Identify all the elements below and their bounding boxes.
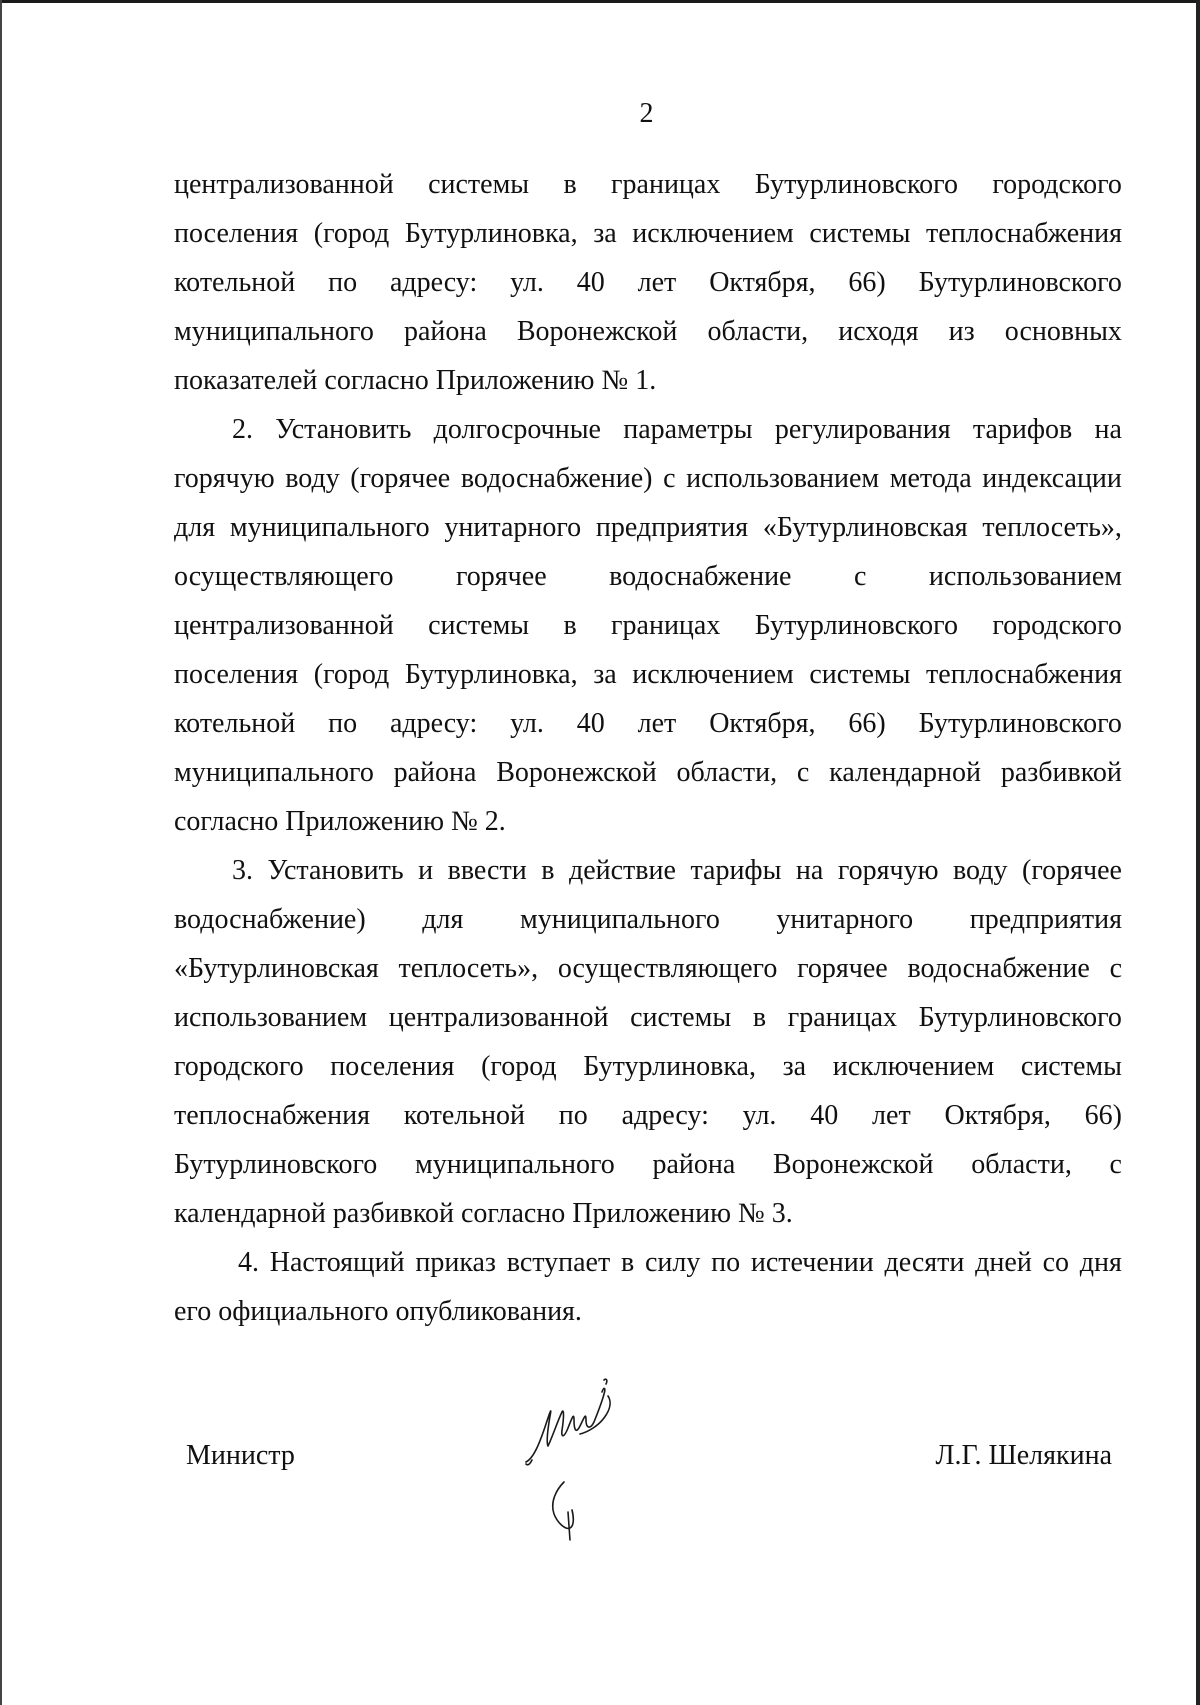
word: предприятия bbox=[969, 904, 1122, 935]
word: из bbox=[948, 316, 975, 347]
text-line bbox=[174, 160, 1122, 209]
text-line bbox=[174, 405, 1122, 454]
word: Октября, bbox=[709, 267, 816, 298]
word: со bbox=[1042, 1247, 1070, 1278]
word: унитарного bbox=[444, 512, 582, 543]
word: метода bbox=[889, 463, 972, 494]
word: для bbox=[422, 904, 464, 935]
word: исключением bbox=[632, 659, 794, 690]
word: 40 bbox=[810, 1100, 839, 1131]
word: городского bbox=[992, 169, 1122, 200]
word: 66) bbox=[848, 708, 886, 739]
word: Бутурлиновского bbox=[918, 708, 1122, 739]
text-line bbox=[174, 307, 1122, 356]
word: индексации bbox=[982, 463, 1122, 494]
word: Установить bbox=[275, 414, 412, 445]
word: в bbox=[752, 1002, 767, 1033]
word: лет bbox=[637, 708, 677, 739]
word: ул. bbox=[742, 1100, 777, 1131]
word: муниципального bbox=[414, 1149, 615, 1180]
signatory-title: Министр bbox=[186, 1440, 295, 1471]
word: (горячее bbox=[350, 463, 451, 494]
word: границах bbox=[611, 169, 721, 200]
word: использованием bbox=[686, 463, 880, 494]
text-line bbox=[174, 748, 1122, 797]
scan-edge-right bbox=[1196, 0, 1200, 1705]
text-line bbox=[174, 503, 1122, 552]
word: водоснабжение bbox=[609, 561, 792, 592]
text-line bbox=[174, 846, 1122, 895]
text-line bbox=[174, 1042, 1122, 1091]
word: календарной bbox=[829, 757, 982, 788]
word: (город bbox=[313, 218, 390, 249]
word: водоснабжение bbox=[907, 953, 1090, 984]
word: десяти bbox=[884, 1247, 965, 1278]
text-line bbox=[174, 552, 1122, 601]
word: района bbox=[403, 316, 487, 347]
word: (город bbox=[481, 1051, 557, 1082]
word: долгосрочные bbox=[433, 414, 601, 445]
handwritten-signature bbox=[520, 1372, 640, 1552]
text-line: календарной разбивкой согласно Приложению № 3. bbox=[174, 1198, 793, 1229]
word: «Бутурлиновская bbox=[762, 512, 968, 543]
word: Бутурлиновского bbox=[918, 267, 1122, 298]
word: с bbox=[853, 561, 867, 592]
text-line bbox=[174, 1140, 1122, 1189]
word: Воронежской bbox=[773, 1149, 934, 1180]
word: приказ bbox=[415, 1247, 496, 1278]
word: по bbox=[558, 1100, 588, 1131]
word: (горячее bbox=[1022, 855, 1122, 886]
word: 4. bbox=[238, 1247, 259, 1278]
word: теплосеть», bbox=[398, 953, 539, 984]
word: котельной bbox=[174, 708, 296, 739]
word: использованием bbox=[174, 1002, 368, 1033]
page-number: 2 bbox=[639, 98, 654, 129]
text-line bbox=[174, 895, 1122, 944]
word: Воронежской bbox=[516, 316, 678, 347]
word: Бутурлиновского bbox=[754, 169, 958, 200]
word: лет bbox=[637, 267, 677, 298]
word: Бутурлиновского bbox=[918, 1002, 1122, 1033]
word: силу bbox=[644, 1247, 701, 1278]
word: водоснабжение) bbox=[174, 904, 366, 935]
word: тарифов bbox=[972, 414, 1073, 445]
word: разбивкой bbox=[1000, 757, 1122, 788]
word: 40 bbox=[576, 708, 605, 739]
word: района bbox=[393, 757, 477, 788]
word: 66) bbox=[848, 267, 886, 298]
word: 40 bbox=[576, 267, 605, 298]
word: предприятия bbox=[595, 512, 749, 543]
word: ул. bbox=[510, 708, 544, 739]
word: за bbox=[593, 659, 617, 690]
word: теплосеть», bbox=[982, 512, 1122, 543]
word: поселения bbox=[174, 218, 299, 249]
word: осуществляющего bbox=[174, 561, 394, 592]
word: в bbox=[620, 1247, 635, 1278]
scan-edge-left bbox=[0, 0, 2, 1705]
text-line bbox=[174, 1238, 1122, 1287]
word: дня bbox=[1079, 1247, 1122, 1278]
word: области, bbox=[971, 1149, 1072, 1180]
word: области, bbox=[676, 757, 778, 788]
word: для bbox=[174, 512, 216, 543]
word: городского bbox=[174, 1051, 304, 1082]
word: исключением bbox=[632, 218, 794, 249]
word: в bbox=[541, 855, 555, 886]
text-line: его официального опубликования. bbox=[174, 1296, 582, 1327]
text-line bbox=[174, 601, 1122, 650]
word: системы bbox=[809, 659, 911, 690]
word: воду bbox=[285, 463, 340, 494]
word: 66) bbox=[1084, 1100, 1122, 1131]
word: и bbox=[418, 855, 434, 886]
word: с bbox=[1109, 953, 1122, 984]
word: с bbox=[1109, 1149, 1122, 1180]
word: системы bbox=[809, 218, 911, 249]
word: горячее bbox=[456, 561, 547, 592]
text-line: согласно Приложению № 2. bbox=[174, 806, 506, 837]
word: исключением bbox=[832, 1051, 995, 1082]
word: системы bbox=[1020, 1051, 1122, 1082]
text-line bbox=[174, 699, 1122, 748]
text-line bbox=[174, 944, 1122, 993]
word: котельной bbox=[174, 267, 296, 298]
word: поселения bbox=[330, 1051, 455, 1082]
word: с bbox=[663, 463, 676, 494]
word: района bbox=[652, 1149, 736, 1180]
word: горячую bbox=[837, 855, 939, 886]
signatory-name: Л.Г. Шелякина bbox=[935, 1440, 1112, 1471]
word: централизованной bbox=[174, 169, 394, 200]
word: котельной bbox=[403, 1100, 525, 1131]
word: адресу: bbox=[389, 267, 478, 298]
text-line bbox=[174, 993, 1122, 1042]
text-line bbox=[174, 209, 1122, 258]
word: теплоснабжения bbox=[926, 218, 1122, 249]
word: действие bbox=[568, 855, 676, 886]
word: теплоснабжения bbox=[174, 1100, 370, 1131]
word: в bbox=[563, 610, 577, 641]
word: Бутурлиновка, bbox=[404, 218, 578, 249]
signature-block bbox=[186, 1440, 1112, 1480]
word: поселения bbox=[174, 659, 299, 690]
text-line bbox=[174, 1091, 1122, 1140]
word: Октября, bbox=[944, 1100, 1051, 1131]
word: Бутурлиновка, bbox=[404, 659, 578, 690]
word: адресу: bbox=[389, 708, 478, 739]
word: регулирования bbox=[774, 414, 951, 445]
word: использованием bbox=[928, 561, 1122, 592]
word: параметры bbox=[623, 414, 753, 445]
word: осуществляющего bbox=[557, 953, 778, 984]
word: тарифы bbox=[690, 855, 782, 886]
word: водоснабжение) bbox=[460, 463, 653, 494]
word: Бутурлиновского bbox=[754, 610, 958, 641]
word: (город bbox=[313, 659, 390, 690]
word: ввести bbox=[447, 855, 527, 886]
word: исходя bbox=[838, 316, 919, 347]
scan-edge-top bbox=[0, 0, 1200, 3]
word: городского bbox=[992, 610, 1122, 641]
word: централизованной bbox=[174, 610, 394, 641]
word: по bbox=[328, 708, 358, 739]
word: Октября, bbox=[709, 708, 816, 739]
word: за bbox=[782, 1051, 807, 1082]
text-line: показателей согласно Приложению № 1. bbox=[174, 365, 657, 396]
word: системы bbox=[428, 169, 530, 200]
word: лет bbox=[872, 1100, 911, 1131]
word: унитарного bbox=[776, 904, 914, 935]
word: на bbox=[1094, 414, 1122, 445]
word: Установить bbox=[267, 855, 404, 886]
word: горячую bbox=[174, 463, 275, 494]
word: 2. bbox=[232, 414, 253, 445]
word: муниципального bbox=[519, 904, 720, 935]
word: границах bbox=[611, 610, 721, 641]
word: муниципального bbox=[174, 316, 374, 347]
word: по bbox=[711, 1247, 741, 1278]
word: границах bbox=[787, 1002, 897, 1033]
word: муниципального bbox=[229, 512, 430, 543]
document-body bbox=[174, 160, 1122, 1336]
word: по bbox=[328, 267, 358, 298]
word: системы bbox=[630, 1002, 732, 1033]
text-line bbox=[174, 258, 1122, 307]
word: адресу: bbox=[621, 1100, 709, 1131]
word: системы bbox=[428, 610, 530, 641]
word: основных bbox=[1004, 316, 1122, 347]
word: за bbox=[593, 218, 617, 249]
word: муниципального bbox=[174, 757, 374, 788]
text-line bbox=[174, 650, 1122, 699]
word: воду bbox=[953, 855, 1008, 886]
word: «Бутурлиновская bbox=[174, 953, 379, 984]
text-line bbox=[174, 454, 1122, 503]
word: Настоящий bbox=[269, 1247, 405, 1278]
word: горячее bbox=[797, 953, 888, 984]
word: централизованной bbox=[388, 1002, 609, 1033]
word: Бутурлиновского bbox=[174, 1149, 378, 1180]
word: на bbox=[795, 855, 824, 886]
word: Бутурлиновка, bbox=[583, 1051, 756, 1082]
word: 3. bbox=[232, 855, 253, 886]
word: теплоснабжения bbox=[926, 659, 1122, 690]
word: вступает bbox=[506, 1247, 611, 1278]
word: области, bbox=[707, 316, 809, 347]
word: ул. bbox=[510, 267, 544, 298]
word: истечении bbox=[750, 1247, 874, 1278]
word: Воронежской bbox=[496, 757, 657, 788]
word: дней bbox=[975, 1247, 1032, 1278]
word: с bbox=[796, 757, 810, 788]
word: в bbox=[563, 169, 577, 200]
